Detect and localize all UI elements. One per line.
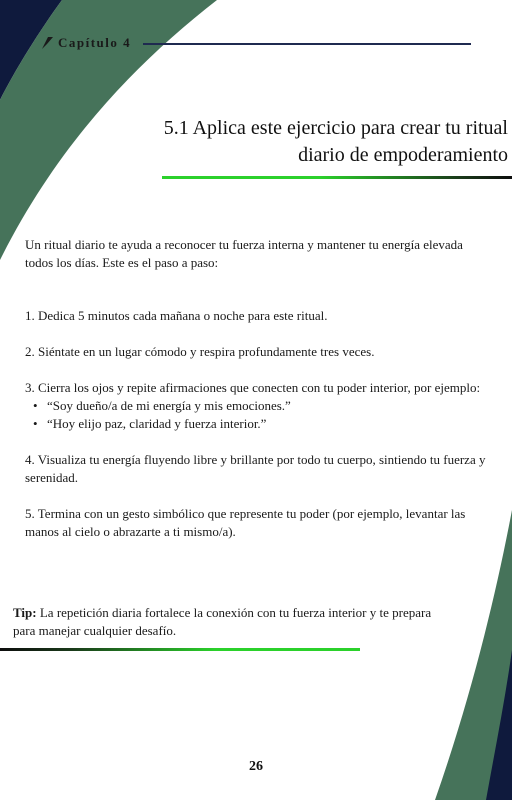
- chapter-header: [40, 33, 131, 53]
- affirmation-item: • “Soy dueño/a de mi energía y mis emociones.”: [33, 397, 487, 415]
- step-4: 4. Visualiza tu energía fluyendo libre y brillante por todo tu cuerpo, sintiendo tu fuerza y serenidad.: [25, 452, 486, 485]
- header-divider: [143, 43, 471, 45]
- intro-text: Un ritual diario te ayuda a reconocer tu fuerza interna y mantener tu energía elevada todos los días. Este es el paso a paso:: [25, 237, 463, 270]
- tip-paragraph: [13, 604, 433, 640]
- tip-text: La repetición diaria fortalece la conexión con tu fuerza interior y te prepara para manejar cualquier desafío.: [13, 605, 432, 638]
- chapter-label: Capítulo 4: [58, 35, 132, 50]
- intro-paragraph: [25, 236, 487, 272]
- tip-underline: [0, 648, 360, 651]
- stylized-flag-logo-icon: [40, 35, 54, 51]
- step-2: 2. Siéntate en un lugar cómodo y respira profundamente tres veces.: [25, 344, 375, 359]
- steps-list: [25, 307, 487, 559]
- step-5: 5. Termina con un gesto simbólico que represente tu poder (por ejemplo, levantar las manos al cielo o abrazarte a ti mismo/a).: [25, 506, 466, 539]
- section-title: [108, 115, 508, 169]
- affirmation-list: [25, 397, 487, 433]
- title-underline: [162, 176, 512, 179]
- tip-label: Tip:: [13, 605, 37, 620]
- section-title-line-2: diario de empoderamiento: [298, 144, 508, 166]
- step-3: 3. Cierra los ojos y repite afirmaciones que conecten con tu poder interior, por ejemplo:: [25, 380, 481, 395]
- section-title-line-1: 5.1 Aplica este ejercicio para crear tu ritual: [163, 117, 508, 139]
- affirmation-item: • “Hoy elijo paz, claridad y fuerza interior.”: [33, 415, 487, 433]
- page-number: 26: [249, 759, 263, 774]
- step-1: 1. Dedica 5 minutos cada mañana o noche para este ritual.: [25, 308, 328, 323]
